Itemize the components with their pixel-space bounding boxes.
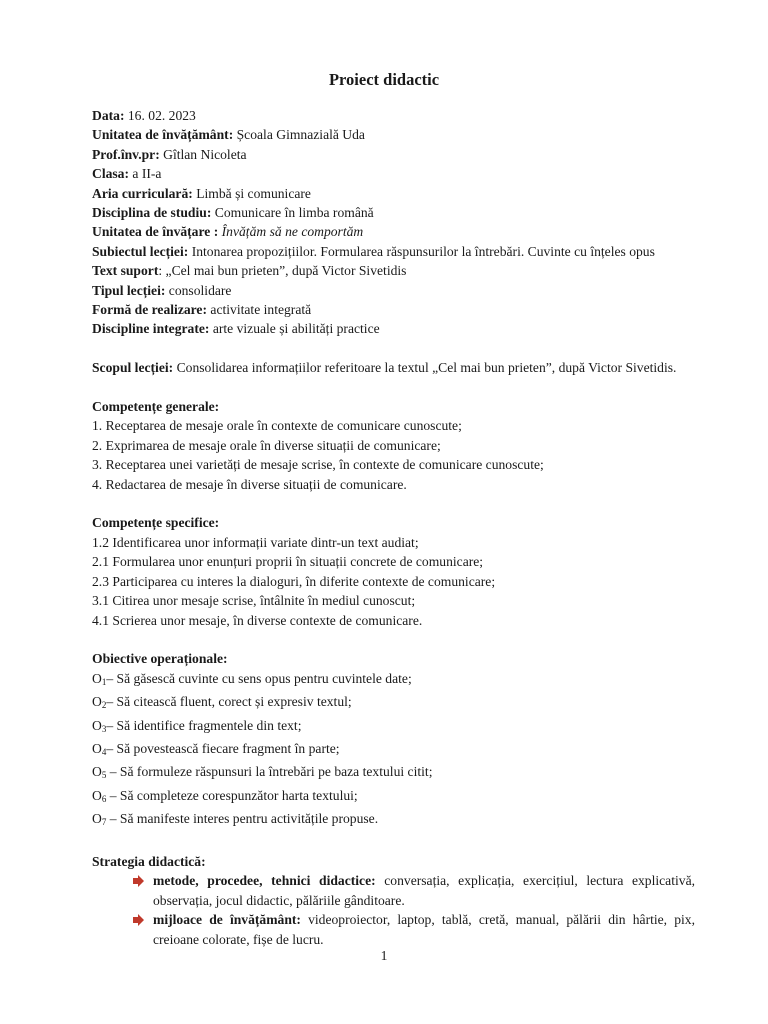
field-label: Aria curriculară:: [92, 185, 193, 201]
objective-prefix: O: [92, 811, 102, 827]
field-prof: [92, 145, 695, 164]
list-item: 2.1 Formularea unor enunțuri proprii în situații concrete de comunicare;: [92, 554, 484, 570]
strategy-label: metode, procedee, tehnici didactice:: [153, 873, 376, 889]
competente-generale-heading: Competențe generale:: [92, 399, 220, 415]
page-number: 1: [380, 948, 388, 963]
list-item: 3.1 Citirea unor mesaje scrise, întâlnite în mediul cunoscut;: [92, 593, 416, 609]
field-label: Text suport: [92, 263, 159, 279]
competente-specifice-list: [92, 533, 695, 630]
field-unitate: [92, 125, 695, 144]
field-forma: [92, 300, 695, 319]
objective-prefix: O: [92, 670, 102, 686]
scop-value: Consolidarea informațiilor referitoare la textul „Cel mai bun prieten”, după Victor Sivetidis.: [176, 360, 677, 376]
arrow-bullet-icon: [132, 875, 144, 887]
objective-subscript: 6: [101, 793, 107, 804]
field-value: consolidare: [168, 282, 232, 298]
field-data: [92, 106, 695, 125]
list-item: 2. Exprimarea de mesaje orale în diverse situații de comunicare;: [92, 437, 441, 453]
objective-text: – Să citească fluent, corect și expresiv textul;: [106, 694, 352, 710]
field-clasa: [92, 164, 695, 183]
objective-item: [92, 809, 695, 832]
field-label: Tipul lecției:: [92, 282, 166, 298]
objective-item: [92, 762, 695, 785]
field-label: Unitatea de învățământ:: [92, 127, 234, 143]
field-value: activitate integrată: [210, 302, 312, 318]
document-title: Proiect didactic: [328, 70, 440, 89]
scop-label: Scopul lecției:: [92, 360, 174, 376]
field-value: Comunicare în limba română: [214, 205, 374, 221]
field-value: 16. 02. 2023: [127, 108, 196, 123]
field-text-suport: Text suport: „Cel mai bun prieten”, după Victor Sivetidis: [92, 263, 407, 279]
objective-item: [92, 669, 695, 692]
list-item: 1.2 Identificarea unor informații variate dintr-un text audiat;: [92, 534, 419, 550]
objective-prefix: O: [92, 764, 102, 780]
field-label: Clasa:: [92, 166, 130, 182]
strategy-text: videoproiector, laptop, tablă, cretă, manual, pălării din hârtie, pix, creioane colorate, fișe de lucru.: [153, 912, 695, 947]
strategie-heading: Strategia didactică:: [92, 853, 206, 869]
list-item: 4. Redactarea de mesaje în diverse situații de comunicare.: [92, 476, 407, 492]
objective-prefix: O: [92, 717, 102, 733]
field-value: Școala Gimnazială Uda: [236, 127, 365, 143]
field-label: Subiectul lecției:: [92, 243, 189, 259]
field-label: Discipline integrate:: [92, 321, 210, 337]
field-value: Limbă și comunicare: [196, 185, 311, 201]
field-value: Învățăm să ne comportăm: [221, 224, 364, 240]
objective-item: [92, 739, 695, 762]
objective-subscript: 2: [101, 700, 107, 711]
field-disciplina: [92, 203, 695, 222]
field-label: Prof.înv.pr:: [92, 146, 160, 162]
list-item: 4.1 Scrierea unor mesaje, în diverse contexte de comunicare.: [92, 612, 423, 628]
field-label: Data:: [92, 108, 125, 123]
objective-text: – Să găsescă cuvinte cu sens opus pentru cuvintele date;: [106, 670, 412, 686]
list-item: 2.3 Participarea cu interes la dialoguri, în diferite contexte de comunicare;: [92, 573, 496, 589]
field-subiect: [92, 242, 695, 261]
strategy-item: [132, 910, 695, 949]
strategy-item: [132, 871, 695, 910]
objective-subscript: 7: [101, 817, 107, 828]
strategy-label: mijloace de învățământ:: [153, 912, 301, 928]
objective-item: [92, 786, 695, 809]
field-label: Unitatea de învățare: [92, 224, 211, 240]
field-value: Intonarea propozițiilor. Formularea răspunsurilor la întrebări. Cuvinte cu înțeles opus: [191, 243, 655, 259]
objective-item: [92, 692, 695, 715]
competente-generale-list: [92, 416, 695, 494]
objective-text: – Să identifice fragmentele din text;: [106, 717, 302, 733]
list-item: 3. Receptarea unei varietăți de mesaje scrise, în contexte de comunicare cunoscute;: [92, 457, 544, 473]
objective-text: – Să povestească fiecare fragment în parte;: [106, 740, 340, 756]
objective-subscript: 4: [101, 746, 107, 757]
field-value: „Cel mai bun prieten”, după Victor Sivetidis: [165, 263, 407, 279]
field-label: Disciplina de studiu:: [92, 205, 212, 221]
competente-specifice-heading: Competențe specifice:: [92, 515, 220, 531]
objective-prefix: O: [92, 740, 102, 756]
objective-subscript: 1: [101, 676, 107, 687]
objective-prefix: O: [92, 694, 102, 710]
strategy-text: conversația, explicația, exercițiul, lectura explicativă, observația, jocul didactic, pălăriile gânditoare.: [153, 873, 695, 908]
objective-subscript: 3: [101, 723, 107, 734]
list-item: 1. Receptarea de mesaje orale în contexte de comunicare cunoscute;: [92, 418, 462, 434]
field-value: Gîtlan Nicoleta: [163, 146, 247, 162]
obiective-heading: Obiective operaționale:: [92, 651, 228, 667]
arrow-bullet-icon: [132, 914, 144, 926]
objective-subscript: 5: [101, 770, 107, 781]
field-label: Formă de realizare:: [92, 302, 207, 318]
document-body: [92, 106, 695, 949]
field-tipul: [92, 281, 695, 300]
field-unitate-invatare: Unitatea de învățare : Învățăm să ne comportăm: [92, 224, 364, 240]
objective-prefix: O: [92, 787, 102, 803]
scop-paragraph: [92, 358, 695, 377]
field-discipline-integrate: [92, 319, 695, 338]
objective-text: – Să formuleze răspunsuri la întrebări pe baza textului citit;: [106, 764, 433, 780]
objective-text: – Să manifeste interes pentru activitățile propuse.: [106, 811, 379, 827]
field-aria: [92, 184, 695, 203]
objective-text: – Să completeze corespunzător harta textului;: [106, 787, 358, 803]
strategie-list: [92, 871, 695, 949]
obiective-list: [92, 669, 695, 833]
field-value: arte vizuale și abilități practice: [212, 321, 380, 337]
field-value: a II-a: [132, 166, 162, 182]
objective-item: [92, 716, 695, 739]
